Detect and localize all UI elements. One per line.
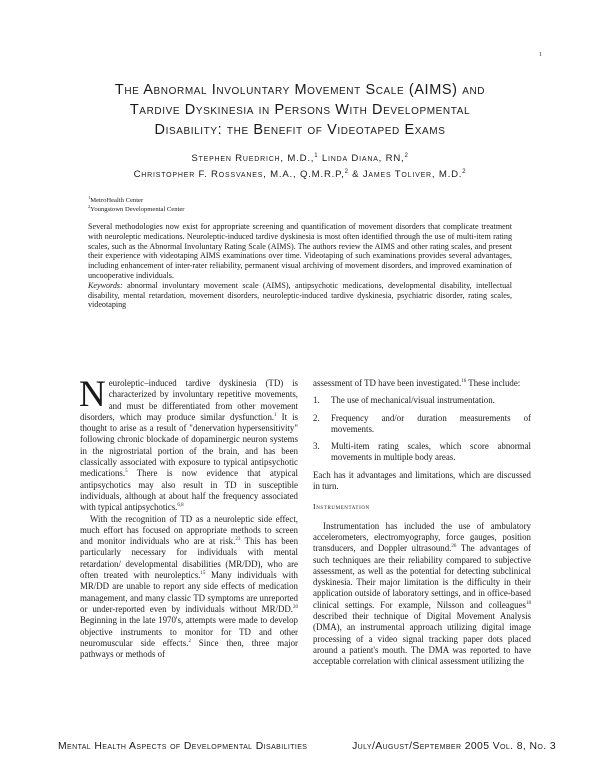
author-list bbox=[40, 151, 560, 183]
journal-name: Mental Health Aspects of Developmental Disabilities bbox=[58, 741, 308, 752]
keywords-label: Keywords: bbox=[88, 280, 123, 290]
author-4: & James Toliver, M.D. bbox=[348, 169, 463, 180]
text-span: There is now evidence that atypical antipsychotics may also result in TD in susceptible individuals, although at about half the frequency associated with typical antipsychotics. bbox=[80, 468, 298, 513]
author-1-affil: 1 bbox=[314, 152, 319, 159]
paragraph-assessment bbox=[313, 378, 531, 389]
text-span: Beginning in the late 1970's, attempts were made to develop objective instruments to monitor for TD and other neuromuscular side effects. bbox=[80, 615, 298, 648]
author-2-affil: 2 bbox=[404, 152, 409, 159]
text-span: assessment of TD have been investigated. bbox=[313, 378, 462, 388]
keywords bbox=[88, 281, 512, 310]
text-span: Since then, three major pathways or methods of bbox=[80, 637, 299, 660]
citation: 26 bbox=[451, 544, 457, 550]
list-number: 3. bbox=[313, 441, 320, 452]
title-line-3: Disability: the Benefit of Videotaped Exams bbox=[154, 122, 446, 138]
abstract-text: Several methodologies now exist for appropriate screening and quantification of movement disorders that complicate treatment with neuroleptic medications. Neuroleptic-induced tardive dyskinesia is most often identified through the use of multi-item rating scales, such as the Abnormal Involuntary Rating Scale (AIMS). The authors review the AIMS and other rating scales, and present their experience with videotaping AIMS examinations over time. Videotaping of such examinations provides several advantages, including enhancement of inter-rater reliability, permanent visual archiving of movement disorders, and improved examination of uncooperative individuals. bbox=[88, 222, 512, 280]
text-span: The advantages of such techniques are their reliability compared to subjective assessment, as well as the potential for detecting subclinical dyskinesia. Their major limitation is the difficulty in their application outside of laboratory settings, and in office-based clinical settings. For example, Nilsson and colleagues bbox=[313, 543, 531, 610]
methods-list bbox=[313, 395, 531, 463]
citation: 18 bbox=[526, 600, 531, 606]
text-span: This has been particularly necessary for individuals with mental retardation/ developmental disabilities (MR/DD), who are often treated with neuroleptics. bbox=[80, 536, 299, 581]
title-line-1: The Abnormal Involuntary Movement Scale (AIMS) and bbox=[114, 82, 486, 98]
affiliations bbox=[88, 196, 184, 214]
text-span: These include: bbox=[466, 378, 521, 388]
issue-info: July/August/September 2005 Vol. 8, No. 3 bbox=[352, 741, 556, 752]
citation: 16 bbox=[461, 379, 467, 385]
text-span: Instrumentation has included the use of ambulatory accelerometers, electromyography, force gauges, position transducers, and Doppler ultrasound. bbox=[313, 520, 531, 554]
citation: 15 bbox=[200, 571, 206, 577]
drop-cap: N bbox=[79, 374, 106, 415]
affiliation-2-marker: 2 bbox=[88, 203, 91, 209]
list-item bbox=[313, 441, 531, 464]
list-number: 2. bbox=[313, 412, 320, 423]
abstract bbox=[88, 222, 512, 310]
author-3-affil: 2 bbox=[344, 168, 349, 175]
paragraph-limitations: Each has it advantages and limitations, which are discussed in turn. bbox=[313, 469, 531, 492]
paragraph-instrumentation bbox=[313, 521, 531, 668]
paragraph-recognition bbox=[80, 514, 298, 661]
author-2: Linda Diana, RN, bbox=[318, 153, 405, 164]
list-text: Multi-item rating scales, which score abnormal movements in multiple body areas. bbox=[331, 441, 531, 463]
author-1: Stephen Ruedrich, M.D., bbox=[191, 153, 315, 164]
section-heading-instrumentation: Instrumentation bbox=[313, 502, 370, 512]
author-line-2 bbox=[40, 167, 560, 183]
paragraph-intro bbox=[79, 374, 298, 514]
text-span: With the recognition of TD as a neuroleptic side effect, much effort has focused on appropriate methods to screen and monitor individuals who are at risk. bbox=[80, 513, 298, 547]
affiliation-1-name: MetroHealth Center bbox=[90, 197, 144, 204]
text-span: euroleptic–induced tardive dyskinesia (TD) is characterized by involuntary repetitive movements, and must be differentiated from other movement disorders, which may produce similar dysfunction. bbox=[80, 378, 298, 422]
list-number: 1. bbox=[313, 395, 320, 406]
list-text: The use of mechanical/visual instrumentation. bbox=[331, 395, 495, 406]
citation: 1 bbox=[274, 412, 277, 418]
title-line-2: Tardive Dyskinesia in Persons With Developmental bbox=[129, 102, 471, 118]
text-span: described their technique of Digital Movement Analysis (DMA), an instrumental approach utilizing digital image processing of a video signal tracking paper dots placed around a patient's mouth. The DMA was reported to have acceptable correlation with clinical assessment utilizing the bbox=[313, 611, 531, 667]
list-item bbox=[313, 413, 531, 436]
affiliation-2-name: Youngstown Developmental Center bbox=[90, 206, 185, 213]
affiliation-1-marker: 1 bbox=[88, 194, 91, 200]
citation: 6,8 bbox=[177, 503, 184, 509]
article-title bbox=[40, 80, 560, 140]
keywords-list: abnormal involuntary movement scale (AIMS), antipsychotic medications, developmental disability, intellectual disability, mental retardation, movement disorders, neuroleptic-induced tardive dyskinesia, psychiatric disorder, rating scales, videotaping bbox=[88, 280, 512, 310]
page-number: 1 bbox=[539, 52, 542, 58]
citation: 20 bbox=[293, 604, 298, 610]
author-3: Christopher F. Rossvanes, M.A., Q.M.R.P, bbox=[133, 169, 345, 180]
body-column-right bbox=[313, 378, 531, 668]
citation: 23 bbox=[235, 537, 241, 543]
body-column-left bbox=[79, 374, 299, 660]
citation: 2 bbox=[188, 638, 191, 644]
author-line-1 bbox=[40, 151, 560, 167]
affiliation-2 bbox=[88, 205, 184, 214]
list-item bbox=[313, 395, 531, 406]
citation: 5 bbox=[125, 469, 128, 475]
text-span: It is thought to arise as a result of "denervation hypersensitivity" following chronic blockade of dopaminergic neuron systems in the nigrostriatal portion of the brain, and has been classically associated with exposure to typical antipsychotic medications. bbox=[80, 411, 298, 479]
author-4-affil: 2 bbox=[462, 168, 467, 175]
list-text: Frequency and/or duration measurements of movements. bbox=[331, 412, 531, 434]
affiliation-1 bbox=[88, 196, 184, 205]
text-span: Many individuals with MR/DD are unable to report any side effects of medication management, and many classic TD symptoms are unreported or under-reported even by individuals without MR/DD. bbox=[80, 570, 298, 614]
